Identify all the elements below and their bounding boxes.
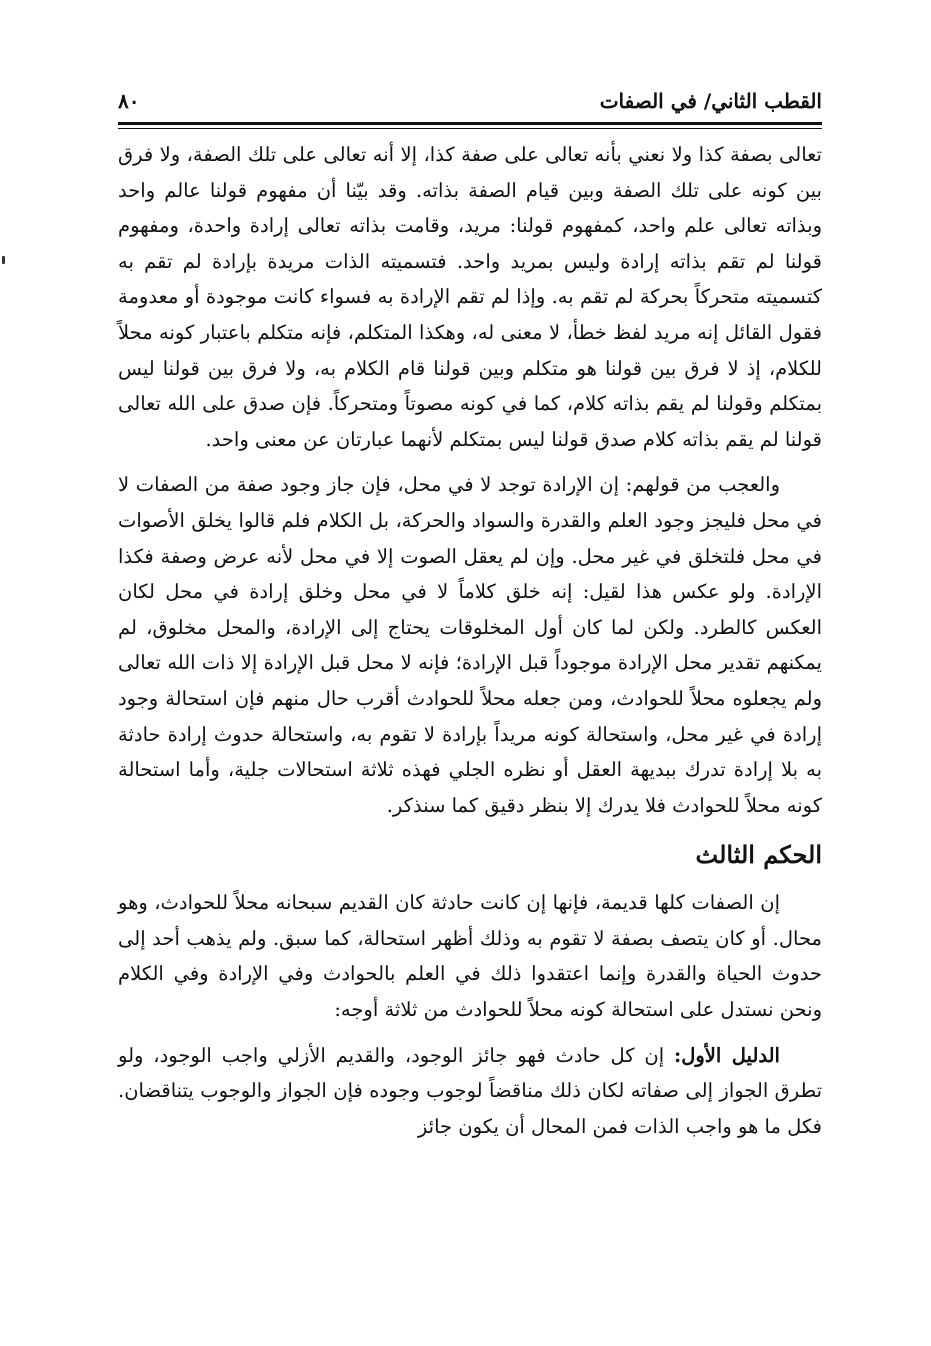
header-rule-thick <box>118 122 822 125</box>
body-text <box>118 137 822 1144</box>
page-number: ٨٠ <box>118 89 140 113</box>
margin-mark <box>2 256 5 264</box>
paragraph-eternal-attributes: إن الصفات كلها قديمة، فإنها إن كانت حادثة كان القديم سبحانه محلاً للحوادث، وهو محال. أو كان يتصف بصفة لا تقوم به وذلك أظهر استحالة، كما سبق. ولم يذهب أحد إلى حدوث الحياة والقدرة وإنما اعتقدوا ذلك في العلم بالحوادث وفي الإرادة وفي الكلام ونحن نستدل على استحالة كونه محلاً للحوادث من ثلاثة أوجه: <box>118 891 822 1022</box>
section-heading: الحكم الثالث <box>695 840 822 870</box>
evidence-label: الدليل الأول: <box>674 1043 780 1067</box>
running-title: القطب الثاني/ في الصفات <box>599 89 822 113</box>
header-rule-thin <box>118 128 822 129</box>
paragraph-first-evidence <box>118 1038 822 1145</box>
evidence-text: إن كل حادث فهو جائز الوجود، والقديم الأزلي واجب الوجود، ولو تطرق الجواز إلى صفاته لكان ذلك مناقضاً لوجوب وجوده فإن الجواز والوجوب يتناقضان. فكل ما هو واجب الذات فمن المحال أن يكون جائز <box>118 1043 822 1138</box>
paragraph-continuation: تعالى بصفة كذا ولا نعني بأنه تعالى على صفة كذا، إلا أنه تعالى على تلك الصفة، ولا فرق بين كونه على تلك الصفة وبين قيام الصفة بذاته. وقد بيّنا أن مفهوم قولنا عالم واحد وبذاته تعالى علم واحد، كمفهوم قولنا: مريد، وقامت بذاته تعالى إرادة واحدة، ومفهوم قولنا لم تقم بذاته إرادة وليس بمريد واحد. فتسميته الذات مريدة بإرادة لم تقم به كتسميته متحركاً بحركة لم تقم به. وإذا لم تقم الإرادة به فسواء كانت موجودة أو معدومة فقول القائل إنه مريد لفظ خطأ، لا معنى له، وهكذا المتكلم، فإنه متكلم باعتبار كونه محلاً للكلام، إذ لا فرق بين قولنا هو متكلم وبين قولنا قام الكلام به، ولا فرق بين قولنا ليس بمتكلم وقولنا لم يقم بذاته كلام، كما في كونه مصوتاً ومتحركاً. فإن صدق على الله تعالى قولنا لم يقم بذاته كلام صدق قولنا ليس بمتكلم لأنهما عبارتان عن معنى واحد. <box>118 143 822 451</box>
running-header <box>118 82 822 120</box>
paragraph-wonder: والعجب من قولهم: إن الإرادة توجد لا في محل، فإن جاز وجود صفة من الصفات لا في محل فليجز وجود العلم والقدرة والسواد والحركة، بل الكلام فلم قالوا يخلق الأصوات في محل فلتخلق في غير محل. وإن لم يعقل الصوت إلا في محل لأنه عرض وصفة فكذا الإرادة. ولو عكس هذا لقيل: إنه خلق كلاماً لا في محل وخلق إرادة في محل لكان العكس كالطرد. ولكن لما كان أول المخلوقات يحتاج إلى الإرادة، والمحل مخلوق، لم يمكنهم تقدير محل الإرادة موجوداً قبل الإرادة؛ فإنه لا محل قبل الإرادة إلا ذات الله تعالى ولم يجعلوه محلاً للحوادث، ومن جعله محلاً للحوادث أقرب حال منهم فإن استحالة وجود إرادة في غير محل، واستحالة كونه مريداً بإرادة لا تقوم به، واستحالة حدوث إرادة حادثة به بلا إرادة تدرك ببديهة العقل أو نظره الجلي فهذه ثلاثة استحالات جلية، وأما استحالة كونه محلاً للحوادث فلا يدرك إلا بنظر دقيق كما سنذكر. <box>118 473 822 817</box>
